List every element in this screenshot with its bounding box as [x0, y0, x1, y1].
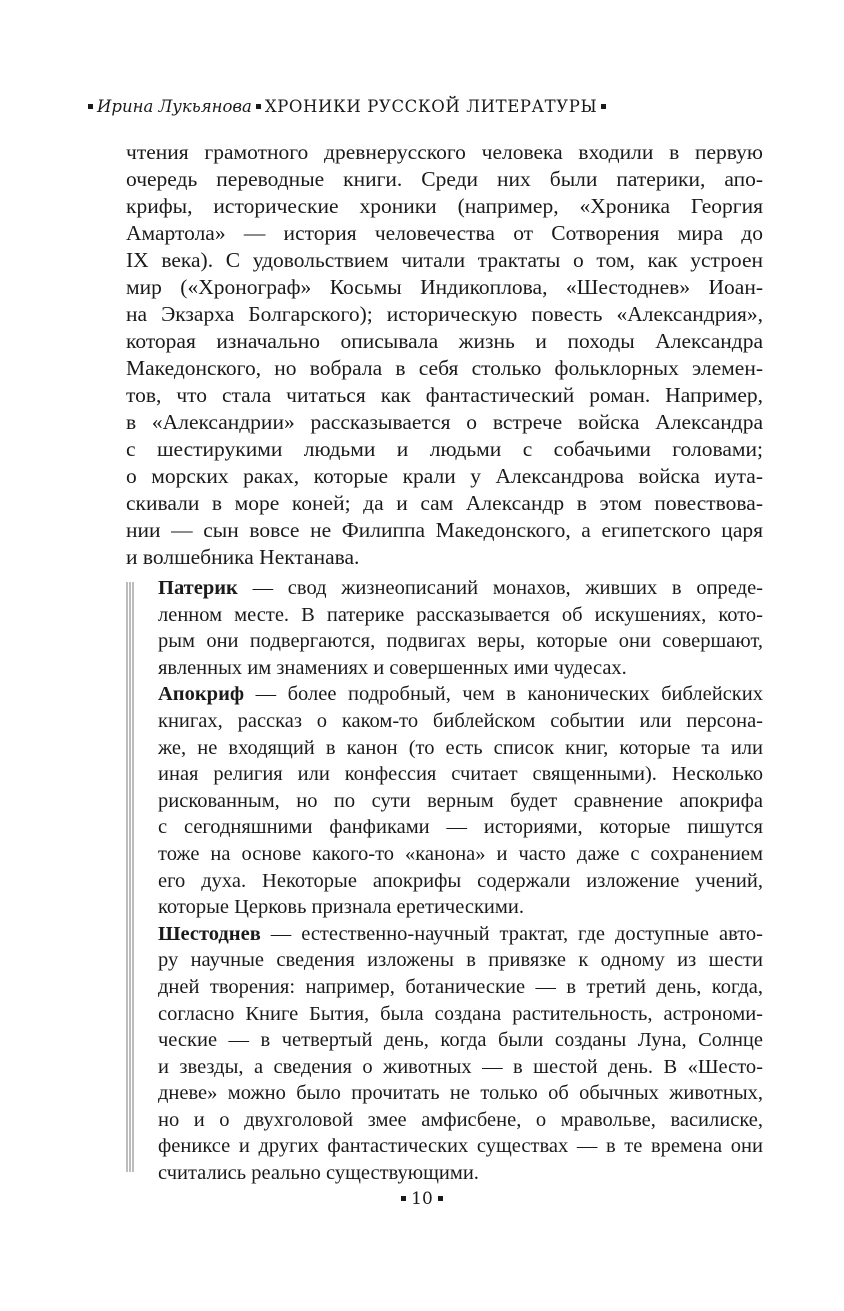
- text-line: чтения грамотного древнерусского человека входили в первую: [126, 140, 763, 164]
- text-line: которая изначально описывала жизнь и походы Александра: [126, 329, 763, 353]
- definition-line: рискованным, но по сути верным будет сравнение апокрифа: [158, 789, 763, 812]
- text-line: нии — сын вовсе не Филиппа Македонского, а египетского царя: [126, 518, 763, 542]
- definition-line: книгах, рассказ о каком-то библейском событии или персона-: [158, 709, 763, 732]
- text-line: с шестирукими людьми и людьми с собачьими головами;: [126, 437, 763, 461]
- text-line: на Экзарха Болгарского); историческую повесть «Александрия»,: [126, 302, 763, 326]
- definition-line: дневе» можно было прочитать не только об обычных животных,: [158, 1082, 763, 1105]
- definition-line: с сегодняшними фанфиками — историями, которые пишутся: [158, 816, 763, 839]
- text-line: Амартола» — история человечества от Сотворения мира до: [126, 221, 763, 245]
- footer-bullet-right: [438, 1196, 443, 1201]
- definition-line: и звезды, а сведения о животных — в шестой день. В «Шесто-: [158, 1055, 763, 1078]
- definition-line: которые Церковь признала еретическими.: [158, 896, 524, 919]
- header-bullet-right: [601, 104, 606, 109]
- header-bullet-left: [88, 104, 93, 109]
- header-bullet-middle: [256, 104, 261, 109]
- text-line: и волшебника Нектанава.: [126, 545, 360, 569]
- definition-line: ческие — в четвертый день, когда были созданы Луна, Солнце: [158, 1029, 763, 1052]
- definition-text: — естественно-научный трактат, где доступные авто-: [260, 922, 763, 945]
- text-line: Македонского, но вобрала в себя столько фольклорных элемен-: [126, 356, 763, 380]
- definitions-box: [158, 575, 763, 1187]
- text-line: мир («Хронограф» Косьмы Индикоплова, «Шестоднев» Иоан-: [126, 275, 763, 299]
- term-paterik: Патерик: [158, 577, 238, 599]
- page-number: 10: [411, 1189, 433, 1209]
- text-line: в «Александрии» рассказывается о встрече войска Александра: [126, 410, 763, 434]
- definition-line: ленном месте. В патерике рассказывается об искушениях, кото-: [158, 603, 763, 626]
- definition-line: считались реально существующими.: [158, 1162, 479, 1185]
- definition-line: явленных им знамениях и совершенных ими чудесах.: [158, 656, 627, 679]
- definition-line: [158, 575, 763, 602]
- text-line: IX века). С удовольствием читали трактаты о том, как устроен: [126, 248, 763, 272]
- definition-text: — более подробный, чем в канонических библейских: [244, 683, 763, 706]
- definition-line: тоже на основе какого-то «канона» и часто даже с сохранением: [158, 842, 763, 865]
- text-line: скивали в море коней; да и сам Александр в этом повествова-: [126, 491, 763, 515]
- running-header: [84, 96, 764, 118]
- text-line: о морских раках, которые крали у Александрова войска иута-: [126, 464, 763, 488]
- definition-text: — свод жизнеописаний монахов, живших в опреде-: [237, 577, 763, 599]
- text-line: крифы, исторические хроники (например, «Хроника Георгия: [126, 194, 763, 218]
- term-apokrif: Апокриф: [158, 683, 245, 706]
- definition-line: [158, 681, 763, 708]
- definition-line: рым они подвергаются, подвигах веры, которые они совершают,: [158, 630, 763, 653]
- definition-line: согласно Книге Бытия, была создана растительность, астрономи-: [158, 1002, 763, 1025]
- term-shestodnev: Шестоднев: [158, 922, 261, 945]
- definition-line: его духа. Некоторые апокрифы содержали изложение учений,: [158, 869, 763, 892]
- definition-line: дней творения: например, ботанические — в третий день, когда,: [158, 975, 763, 998]
- author-name: Ирина Лукьянова: [97, 97, 252, 116]
- definition-line: иная религия или конфессия считает священными). Несколько: [158, 763, 763, 786]
- footer-bullet-left: [401, 1196, 406, 1201]
- definition-line: [158, 921, 763, 948]
- text-line: очередь переводные книги. Среди них были патерики, апо-: [126, 167, 763, 191]
- sidebar-rule: [126, 582, 135, 1172]
- main-paragraph: [126, 139, 763, 571]
- book-title: ХРОНИКИ РУССКОЙ ЛИТЕРАТУРЫ: [264, 97, 598, 116]
- definition-line: же, не входящий в канон (то есть список книг, которые та или: [158, 736, 763, 759]
- text-line: тов, что стала читаться как фантастический роман. Например,: [126, 383, 763, 407]
- definition-line: фениксе и других фантастических существах — в те времена они: [158, 1135, 763, 1158]
- definition-line: но и о двухголовой змее амфисбене, о мравольве, василиске,: [158, 1108, 763, 1131]
- page-footer: [0, 1188, 844, 1210]
- definition-line: ру научные сведения изложены в привязке к одному из шести: [158, 949, 763, 972]
